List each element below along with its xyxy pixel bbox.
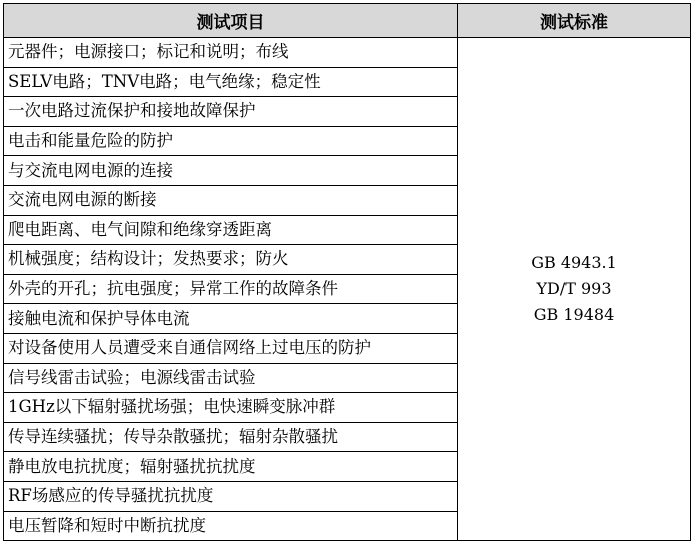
test-item-cell: 爬电距离、电气间隙和绝缘穿透距离 — [4, 215, 458, 245]
test-item-cell: 信号线雷击试验；电源线雷击试验 — [4, 363, 458, 393]
standard-gb-4943-1: GB 4943.1 — [531, 253, 617, 273]
test-item-cell: 与交流电网电源的连接 — [4, 156, 458, 186]
test-standards-table — [3, 3, 691, 541]
test-item-cell: 元器件；电源接口；标记和说明；布线 — [4, 38, 458, 68]
test-item-cell: 电击和能量危险的防护 — [4, 126, 458, 156]
test-item-cell: 外壳的开孔；抗电强度；异常工作的故障条件 — [4, 274, 458, 304]
header-test-standard: 测试标准 — [458, 4, 691, 38]
header-test-item: 测试项目 — [4, 4, 458, 38]
header-row — [4, 4, 691, 38]
test-item-cell: 一次电路过流保护和接地故障保护 — [4, 97, 458, 127]
table-row — [4, 38, 691, 68]
test-item-cell: 对设备使用人员遭受来自通信网络上过电压的防护 — [4, 333, 458, 363]
test-item-cell: 机械强度；结构设计；发热要求；防火 — [4, 245, 458, 275]
standards-cell — [458, 38, 691, 541]
standard-gb-19484: GB 19484 — [533, 305, 615, 325]
test-item-cell: 传导连续骚扰；传导杂散骚扰；辐射杂散骚扰 — [4, 422, 458, 452]
test-item-cell: RF场感应的传导骚扰抗扰度 — [4, 481, 458, 511]
test-item-cell: 接触电流和保护导体电流 — [4, 304, 458, 334]
test-item-cell: SELV电路；TNV电路；电气绝缘；稳定性 — [4, 67, 458, 97]
standard-yd-t-993: YD/T 993 — [536, 279, 612, 299]
test-item-cell: 电压暂降和短时中断抗扰度 — [4, 511, 458, 541]
test-item-cell: 静电放电抗扰度；辐射骚扰抗扰度 — [4, 452, 458, 482]
test-item-cell: 1GHz以下辐射骚扰场强；电快速瞬变脉冲群 — [4, 393, 458, 423]
test-item-cell: 交流电网电源的断接 — [4, 185, 458, 215]
